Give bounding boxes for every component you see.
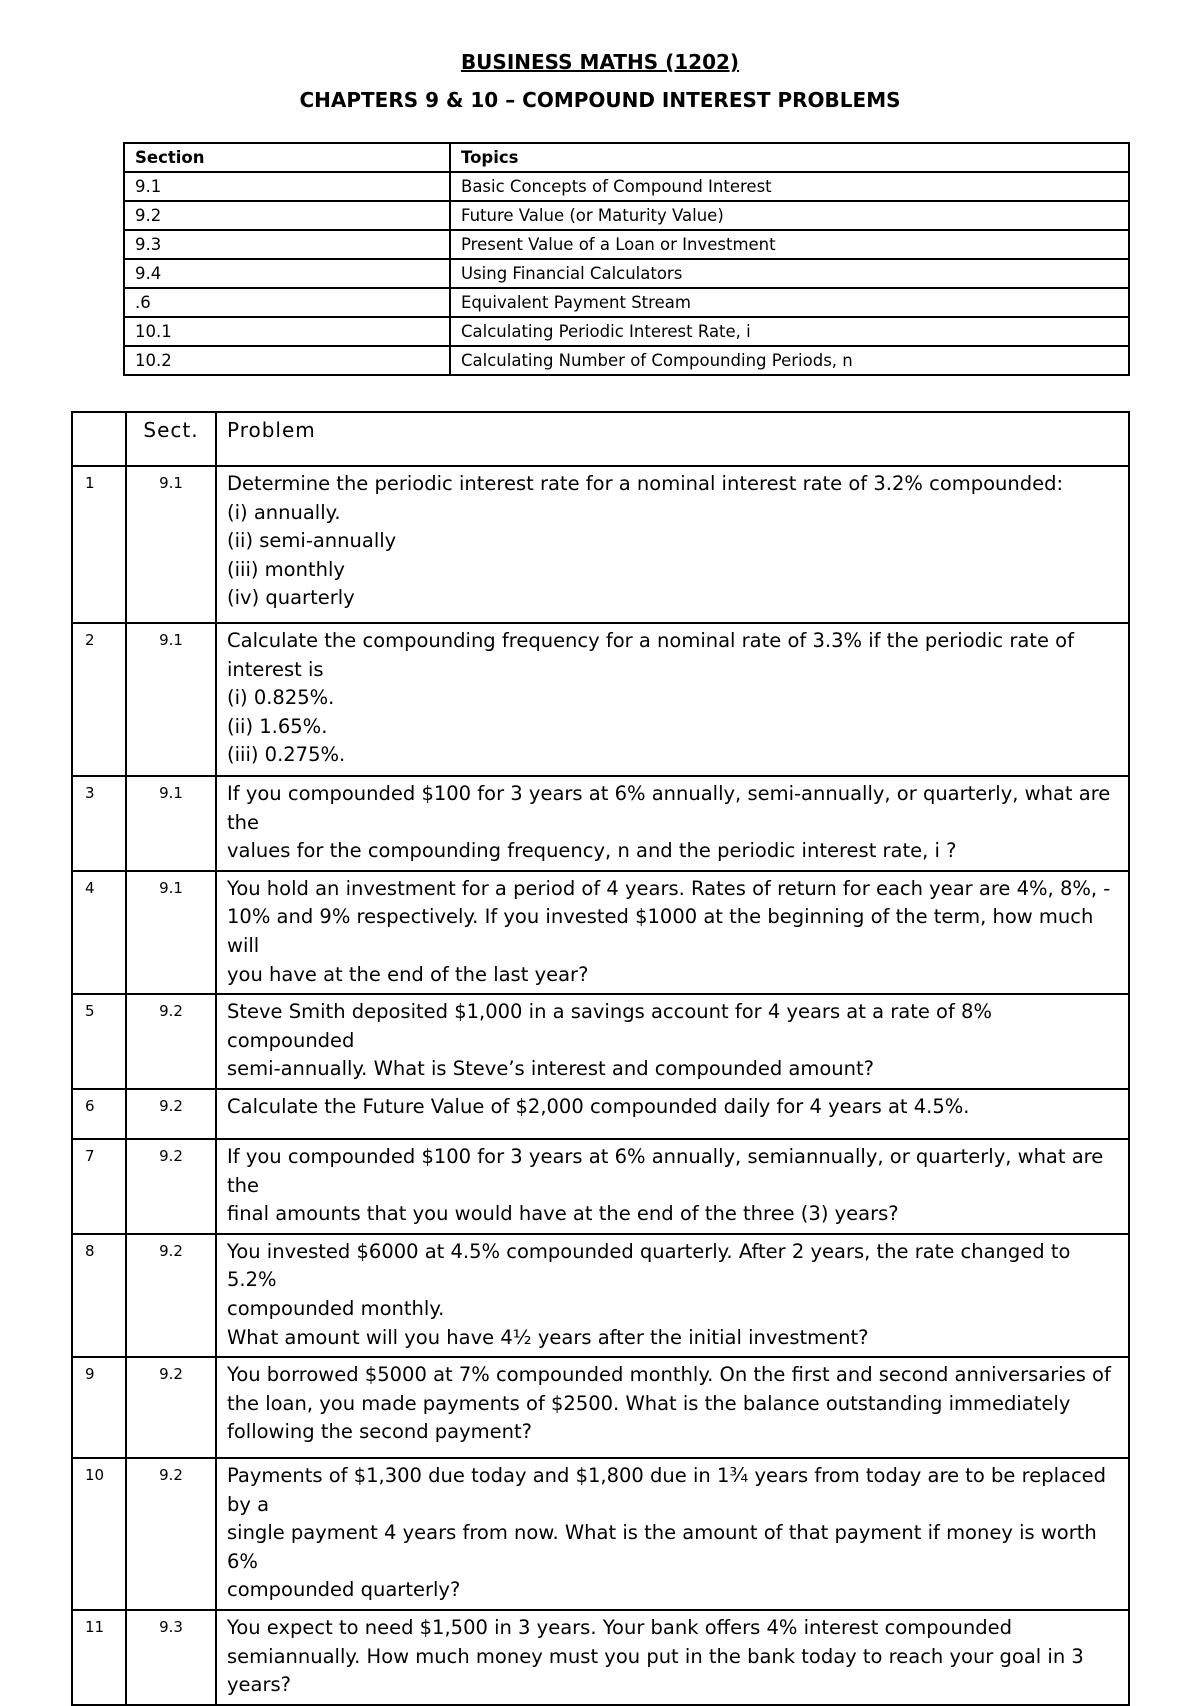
problem-line: Steve Smith deposited $1,000 in a savings account for 4 years at a rate of 8% compounded	[227, 1000, 992, 1052]
problem-line: You invested $6000 at 4.5% compounded quarterly. After 2 years, the rate changed to 5.2%	[227, 1239, 1071, 1292]
problem-line: following the second payment?	[227, 1420, 533, 1444]
topics-topic-cell: Equivalent Payment Stream	[450, 288, 1129, 317]
topics-section-cell: 10.1	[124, 317, 450, 346]
topics-row	[124, 172, 1129, 201]
problem-line: You expect to need $1,500 in 3 years. Your bank offers 4% interest compounded	[227, 1616, 1013, 1640]
problem-row	[72, 1234, 1129, 1357]
problem-text	[216, 1089, 1129, 1139]
topics-row	[124, 230, 1129, 259]
problem-section: 9.1	[126, 466, 216, 623]
topics-row	[124, 288, 1129, 317]
topics-row	[124, 346, 1129, 375]
problem-text	[216, 994, 1129, 1089]
topics-topic-cell: Present Value of a Loan or Investment	[450, 230, 1129, 259]
problem-line: Calculate the Future Value of $2,000 compounded daily for 4 years at 4.5%.	[227, 1094, 970, 1118]
problem-line: What amount will you have 4½ years after the initial investment?	[227, 1325, 869, 1349]
problem-line: the loan, you made payments of $2500. What is the balance outstanding immediately	[227, 1391, 1071, 1415]
problem-line: (iv) quarterly	[227, 586, 355, 610]
problem-line: you have at the end of the last year?	[227, 962, 589, 986]
problems-header-row	[72, 412, 1129, 466]
problem-text	[216, 1234, 1129, 1357]
topics-header-section: Section	[124, 143, 450, 172]
topics-topic-cell: Basic Concepts of Compound Interest	[450, 172, 1129, 201]
problems-table	[71, 411, 1130, 1706]
problem-line: final amounts that you would have at the end of the three (3) years?	[227, 1202, 899, 1226]
topics-row	[124, 317, 1129, 346]
problem-number: 4	[72, 871, 126, 994]
course-title: BUSINESS MATHS (1202)	[460, 50, 740, 74]
problem-number: 11	[72, 1610, 126, 1705]
problem-section: 9.1	[126, 776, 216, 871]
problem-text	[216, 1458, 1129, 1610]
problem-row	[72, 1089, 1129, 1139]
problem-number: 6	[72, 1089, 126, 1139]
problem-section: 9.1	[126, 871, 216, 994]
problem-number: 5	[72, 994, 126, 1089]
problems-header-sect: Sect.	[126, 412, 216, 466]
problem-section: 9.2	[126, 994, 216, 1089]
problem-line: values for the compounding frequency, n and the periodic interest rate, i ?	[227, 839, 957, 863]
topics-topic-cell: Future Value (or Maturity Value)	[450, 201, 1129, 230]
problem-text	[216, 623, 1129, 776]
problem-row	[72, 1357, 1129, 1458]
problems-header-problem: Problem	[216, 412, 1129, 466]
problem-section: 9.2	[126, 1234, 216, 1357]
topics-section-cell: 10.2	[124, 346, 450, 375]
problem-text	[216, 466, 1129, 623]
topics-topic-cell: Using Financial Calculators	[450, 259, 1129, 288]
problem-text	[216, 1357, 1129, 1458]
problem-line: 10% and 9% respectively. If you invested $1000 at the beginning of the term, how much will	[227, 905, 1094, 957]
problem-line: interest is	[227, 657, 324, 681]
problem-number: 10	[72, 1458, 126, 1610]
problem-row	[72, 871, 1129, 994]
topics-section-cell: 9.3	[124, 230, 450, 259]
problem-row	[72, 994, 1129, 1089]
problem-line: Calculate the compounding frequency for a nominal rate of 3.3% if the periodic rate of	[227, 629, 1074, 652]
problem-section: 9.2	[126, 1139, 216, 1234]
problem-row	[72, 1458, 1129, 1610]
topics-row	[124, 259, 1129, 288]
problem-line: (iii) 0.275%.	[227, 743, 346, 767]
topics-header-topics: Topics	[450, 143, 1129, 172]
problem-line: (ii) semi-annually	[227, 529, 397, 553]
problem-row	[72, 1139, 1129, 1234]
topics-section-cell: 9.2	[124, 201, 450, 230]
topics-topic-cell: Calculating Periodic Interest Rate, i	[450, 317, 1129, 346]
problem-line: (ii) 1.65%.	[227, 714, 328, 738]
problem-line: compounded quarterly?	[227, 1578, 461, 1602]
topics-row	[124, 201, 1129, 230]
topics-section-cell: 9.1	[124, 172, 450, 201]
problem-section: 9.1	[126, 623, 216, 776]
problem-line: years?	[227, 1673, 292, 1697]
problem-line: single payment 4 years from now. What is the amount of that payment if money is worth 6%	[227, 1521, 1097, 1573]
problem-text	[216, 871, 1129, 994]
problem-row	[72, 466, 1129, 623]
problem-row	[72, 1610, 1129, 1705]
problem-section: 9.2	[126, 1458, 216, 1610]
chapter-title: CHAPTERS 9 & 10 – COMPOUND INTEREST PROBLEMS	[299, 88, 901, 112]
problem-section: 9.2	[126, 1357, 216, 1458]
problem-number: 9	[72, 1357, 126, 1458]
problem-line: If you compounded $100 for 3 years at 6% annually, semiannually, or quarterly, what are the	[227, 1144, 1104, 1197]
problem-number: 8	[72, 1234, 126, 1357]
problem-text	[216, 1610, 1129, 1705]
problem-number: 1	[72, 466, 126, 623]
problem-number: 3	[72, 776, 126, 871]
problem-section: 9.2	[126, 1089, 216, 1139]
topics-section-cell: .6	[124, 288, 450, 317]
problem-row	[72, 623, 1129, 776]
problems-header-number	[72, 412, 126, 466]
problem-line: If you compounded $100 for 3 years at 6% annually, semi-annually, or quarterly, what are the	[227, 782, 1111, 834]
problem-text	[216, 776, 1129, 871]
problem-text	[216, 1139, 1129, 1234]
problem-line: semiannually. How much money must you put in the bank today to reach your goal in 3	[227, 1644, 1084, 1668]
problem-line: Determine the periodic interest rate for a nominal interest rate of 3.2% compounded:	[227, 472, 1064, 495]
problem-number: 7	[72, 1139, 126, 1234]
problem-line: You borrowed $5000 at 7% compounded monthly. On the first and second anniversaries of	[227, 1363, 1111, 1387]
problem-line: You hold an investment for a period of 4 years. Rates of return for each year are 4%, 8%, -	[227, 876, 1111, 900]
problem-row	[72, 776, 1129, 871]
problem-line: semi-annually. What is Steve’s interest and compounded amount?	[227, 1057, 875, 1081]
topics-table	[123, 142, 1130, 376]
problem-line: (iii) monthly	[227, 557, 345, 581]
problem-line: (i) 0.825%.	[227, 686, 335, 710]
topics-topic-cell: Calculating Number of Compounding Periods, n	[450, 346, 1129, 375]
problem-number: 2	[72, 623, 126, 776]
topics-header-row	[124, 143, 1129, 172]
problem-line: compounded monthly.	[227, 1296, 445, 1320]
topics-section-cell: 9.4	[124, 259, 450, 288]
problem-section: 9.3	[126, 1610, 216, 1705]
problem-line: (i) annually.	[227, 500, 341, 524]
problem-line: Payments of $1,300 due today and $1,800 due in 1¾ years from today are to be replaced by a	[227, 1464, 1107, 1516]
